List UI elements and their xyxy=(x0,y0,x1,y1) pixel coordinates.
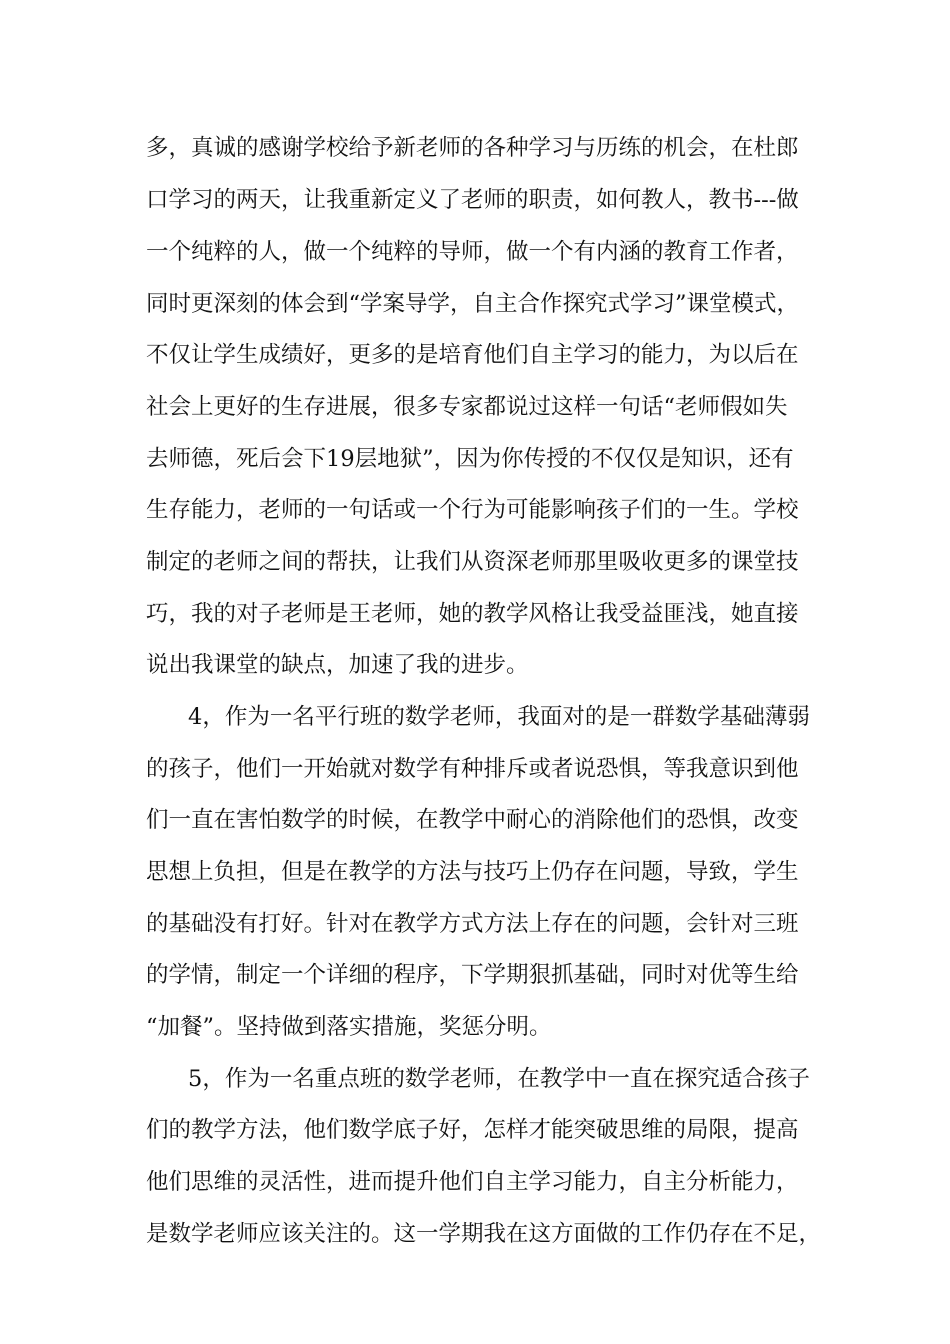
text-line: 多，真诚的感谢学校给予新老师的各种学习与历练的机会，在杜郎 xyxy=(146,135,799,161)
text-line: 制定的老师之间的帮扶，让我们从资深老师那里吸收更多的课堂技 xyxy=(146,549,799,575)
text-line: 是数学老师应该关注的。这一学期我在这方面做的工作仍存在不足， xyxy=(146,1221,822,1247)
text-line: 的基础没有打好。针对在教学方式方法上存在的问题，会针对三班 xyxy=(146,911,799,937)
text-line: 口学习的两天，让我重新定义了老师的职责，如何教人，教书---做 xyxy=(146,187,799,213)
text-line: 们的教学方法，他们数学底子好，怎样才能突破思维的局限，提高 xyxy=(146,1117,799,1143)
text-line: 的学情，制定一个详细的程序，下学期狠抓基础，同时对优等生给 xyxy=(146,962,799,988)
text-line: 同时更深刻的体会到“学案导学，自主合作探究式学习”课堂模式， xyxy=(146,291,800,317)
text-line: 他们思维的灵活性，进而提升他们自主学习能力，自主分析能力， xyxy=(146,1169,799,1195)
text-line: “加餐”。坚持做到落实措施，奖惩分明。 xyxy=(146,1014,552,1040)
text-line: 一个纯粹的人，做一个纯粹的导师，做一个有内涵的教育工作者， xyxy=(146,239,799,265)
text-line: 思想上负担，但是在教学的方法与技巧上仍存在问题，导致，学生 xyxy=(146,859,799,885)
text-line: 说出我课堂的缺点，加速了我的进步。 xyxy=(146,652,529,678)
paragraph-4-first-line: 4，作为一名平行班的数学老师，我面对的是一群数学基础薄弱 xyxy=(188,704,810,730)
text-line: 不仅让学生成绩好，更多的是培育他们自主学习的能力，为以后在 xyxy=(146,342,799,368)
paragraph-5-first-line: 5，作为一名重点班的数学老师，在教学中一直在探究适合孩子 xyxy=(188,1066,810,1092)
text-line: 巧，我的对子老师是王老师，她的教学风格让我受益匪浅，她直接 xyxy=(146,601,799,627)
text-line: 的孩子，他们一开始就对数学有种排斥或者说恐惧，等我意识到他 xyxy=(146,756,799,782)
text-line: 去师德，死后会下19层地狱”，因为你传授的不仅仅是知识，还有 xyxy=(146,446,794,472)
text-line: 社会上更好的生存进展，很多专家都说过这样一句话“老师假如失 xyxy=(146,394,788,420)
text-line: 们一直在害怕数学的时候，在教学中耐心的消除他们的恐惧，改变 xyxy=(146,807,799,833)
text-line: 生存能力，老师的一句话或一个行为可能影响孩子们的一生。学校 xyxy=(146,497,799,523)
